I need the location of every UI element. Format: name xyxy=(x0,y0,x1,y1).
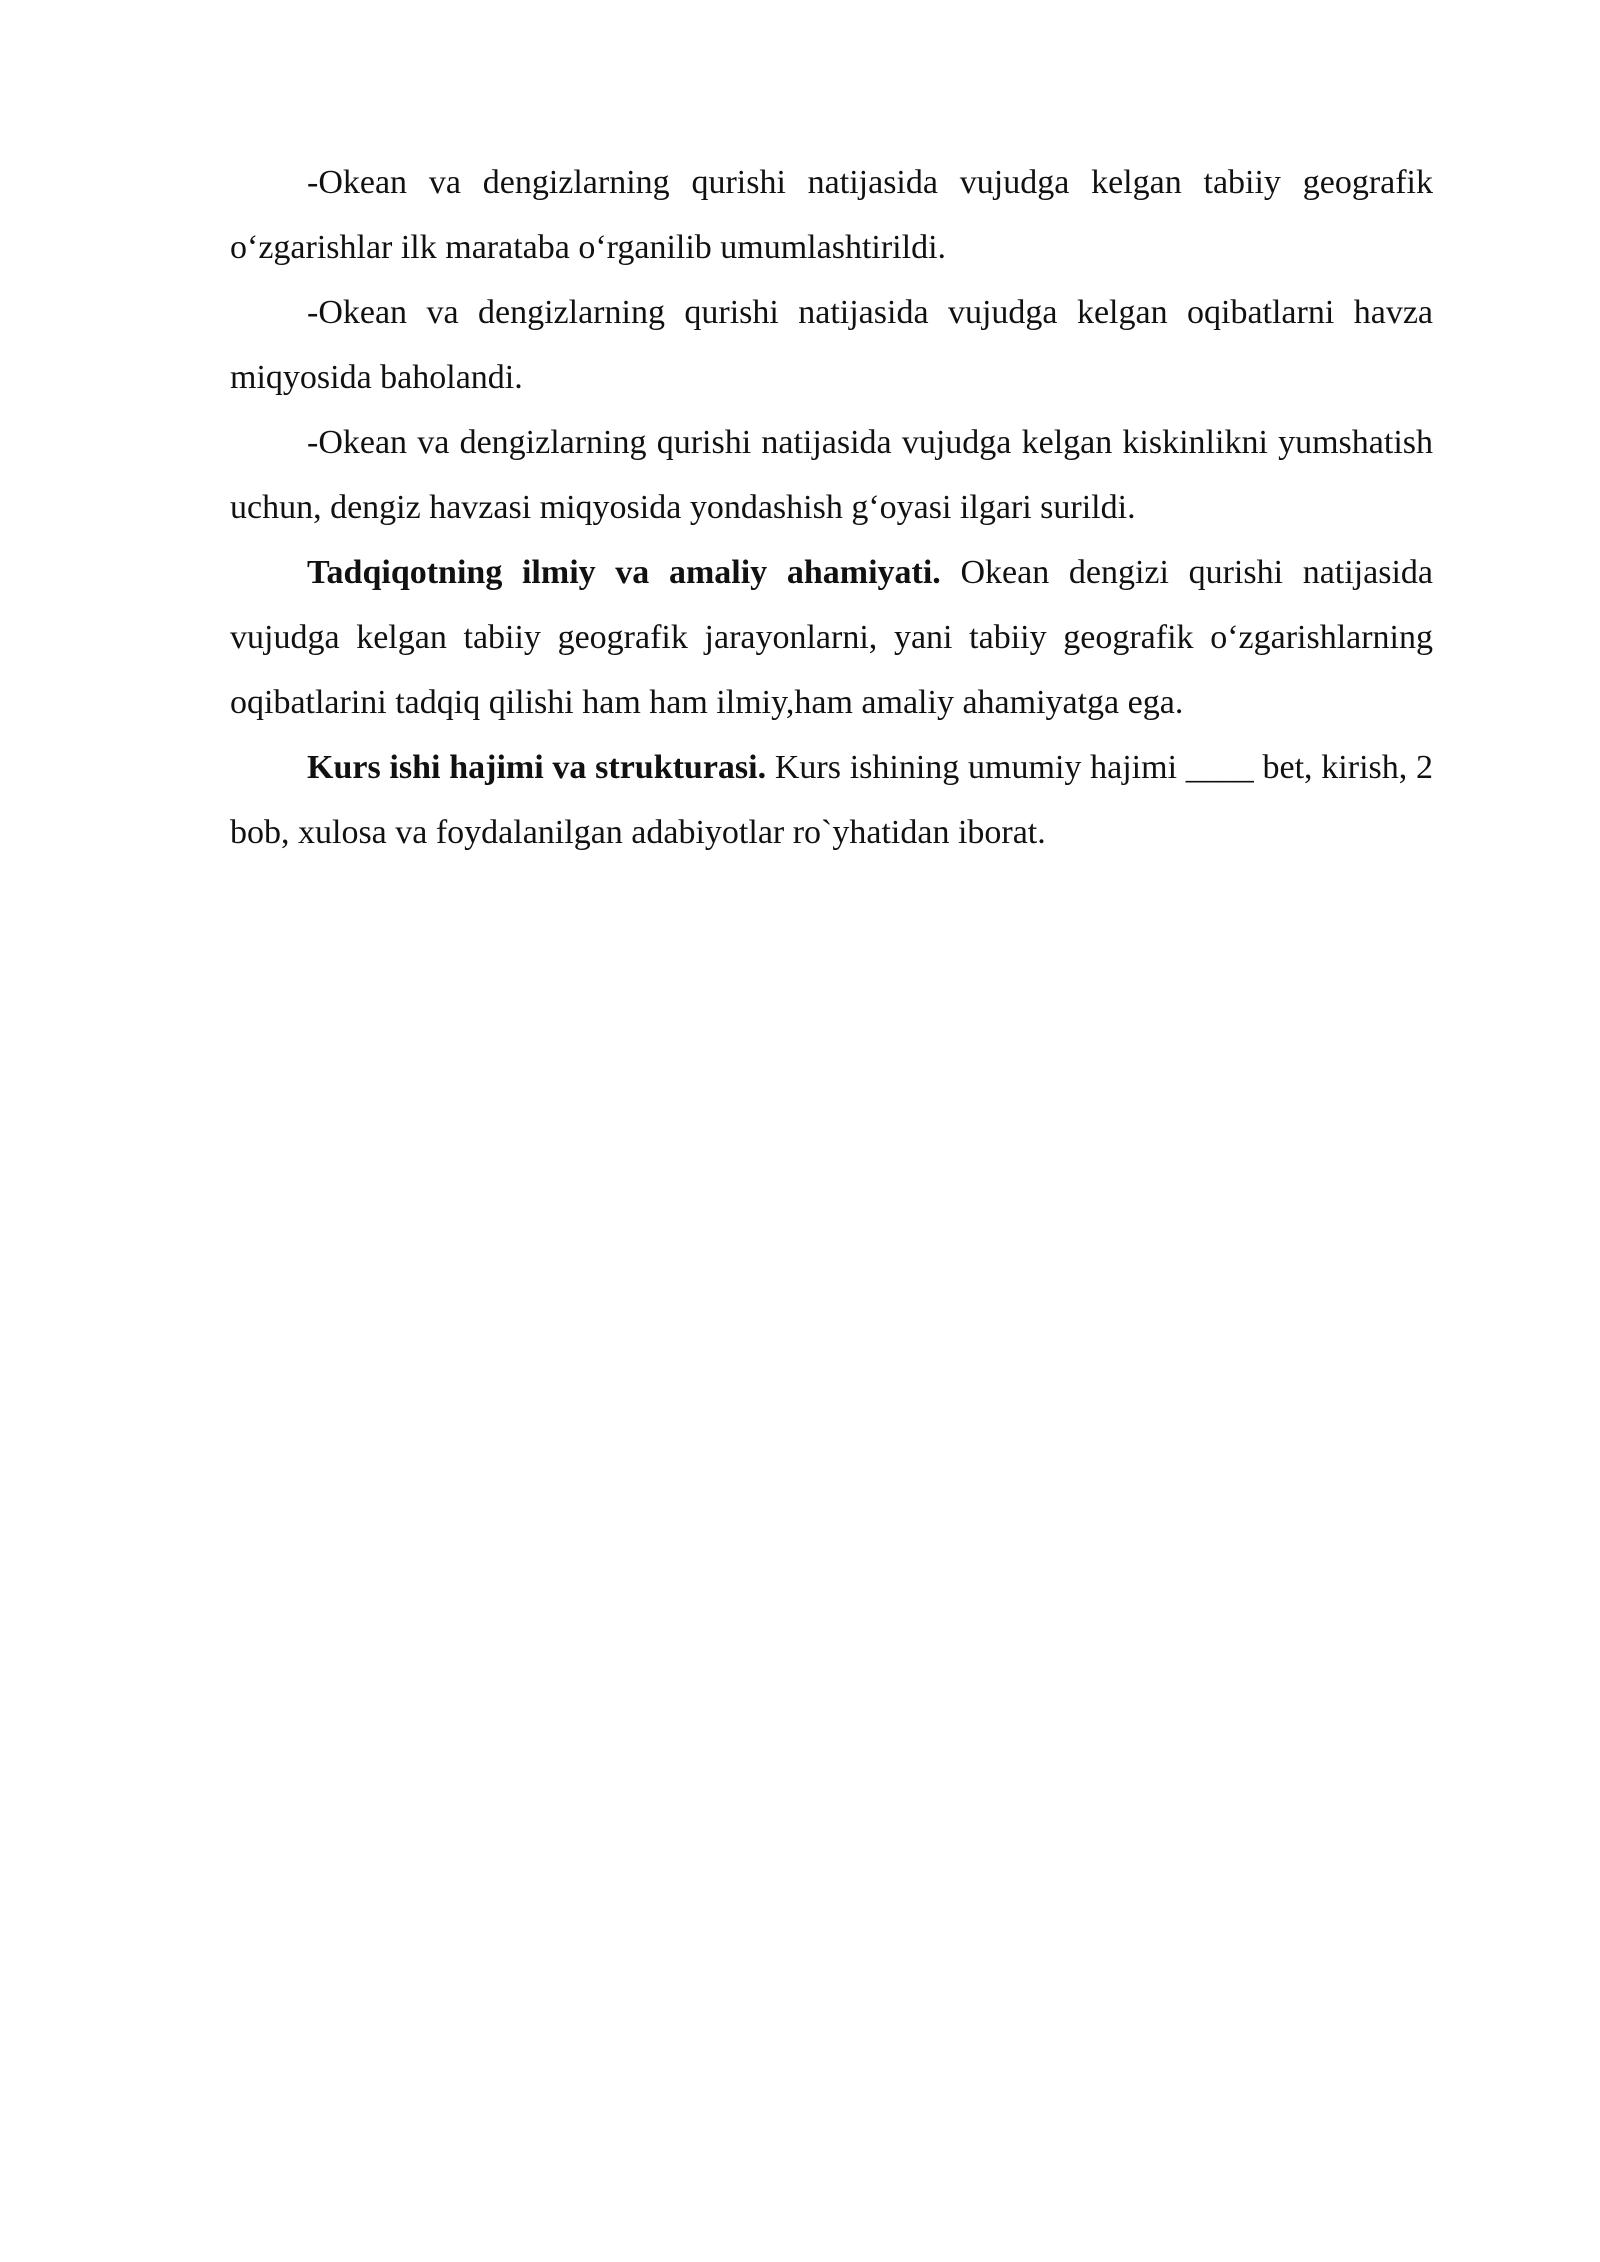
paragraph-text: -Okean va dengizlarning qurishi natijasida vujudga kelgan tabiiy geografik o‘zgarishlar ilk marataba o‘rganilib umumlashtirildi. xyxy=(230,164,1433,266)
paragraph-structure xyxy=(230,735,1433,865)
paragraph-significance xyxy=(230,540,1433,735)
document-body xyxy=(230,150,1433,865)
paragraph-novelty-2 xyxy=(230,280,1433,410)
paragraph-heading: Tadqiqotning ilmiy va amaliy ahamiyati. xyxy=(307,554,941,591)
paragraph-heading: Kurs ishi hajimi va strukturasi. xyxy=(307,749,767,786)
paragraph-text: -Okean va dengizlarning qurishi natijasida vujudga kelgan oqibatlarni havza miqyosida baholandi. xyxy=(230,294,1433,396)
paragraph-text: -Okean va dengizlarning qurishi natijasida vujudga kelgan kiskinlikni yumshatish uchun, dengiz havzasi miqyosida yondashish g‘oyasi ilgari surildi. xyxy=(230,424,1433,526)
paragraph-text: Okean dengizi qurishi natijasida vujudga kelgan tabiiy geografik jarayonlarni, yani tabiiy geografik o‘zgarishlarning oqibatlarini tadqiq qilishi ham ham ilmiy,ham amaliy ahamiyatga ega. xyxy=(230,554,1433,721)
paragraph-text: Kurs ishining umumiy hajimi ____ bet, kirish, 2 bob, xulosa va foydalanilgan adabiyotlar ro`yhatidan iborat. xyxy=(230,749,1433,851)
paragraph-novelty-1 xyxy=(230,150,1433,280)
paragraph-novelty-3 xyxy=(230,410,1433,540)
